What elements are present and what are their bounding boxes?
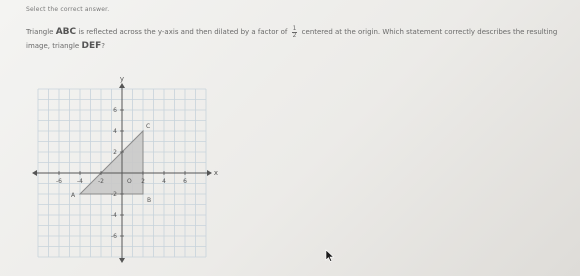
y-tick-label: -2: [111, 191, 117, 198]
y-tick-label: 4: [113, 128, 117, 135]
x-tick-label: 4: [162, 178, 166, 185]
x-axis-label: x: [213, 169, 219, 177]
question-text: [26, 25, 566, 53]
x-tick-label: -2: [98, 178, 104, 185]
question-part-4: ?: [101, 42, 105, 50]
dilation-factor: [292, 26, 298, 39]
question-part-2: is reflected across the y-axis and then dilated by a factor of: [76, 28, 290, 36]
x-tick-label: 6: [183, 178, 187, 185]
y-axis-arrow-down: [119, 258, 125, 263]
question-part-1: Triangle: [26, 28, 56, 36]
x-tick-label: -6: [56, 178, 62, 185]
coordinate-plane: [26, 68, 219, 276]
origin-label: O: [127, 178, 132, 185]
y-tick-label: -4: [111, 212, 117, 219]
y-tick-label: -6: [111, 233, 117, 240]
instruction-text: Select the correct answer.: [26, 6, 110, 13]
coordinate-graph: [26, 68, 219, 276]
question-part-3: centered at the origin. Which statement correctly describes the resulting image, triangle: [26, 28, 558, 50]
factor-denominator: 2: [292, 31, 297, 39]
mouse-pointer-icon: [326, 247, 334, 266]
x-tick-label: -4: [77, 178, 83, 185]
x-axis-arrow-right: [207, 170, 212, 176]
y-axis-label: y: [119, 75, 125, 83]
y-tick-label: 6: [113, 107, 117, 114]
image-triangle-name: DEF: [81, 41, 102, 51]
x-tick-label: 2: [141, 178, 145, 185]
triangle-name: ABC: [55, 27, 77, 37]
vertex-label-a: A: [71, 192, 76, 199]
y-tick-label: 2: [113, 149, 117, 156]
vertex-label-b: B: [147, 197, 152, 204]
y-axis-arrow-up: [119, 83, 125, 88]
vertex-label-c: C: [146, 123, 151, 130]
factor-numerator: 1: [292, 24, 297, 32]
x-axis-arrow-left: [32, 170, 37, 176]
